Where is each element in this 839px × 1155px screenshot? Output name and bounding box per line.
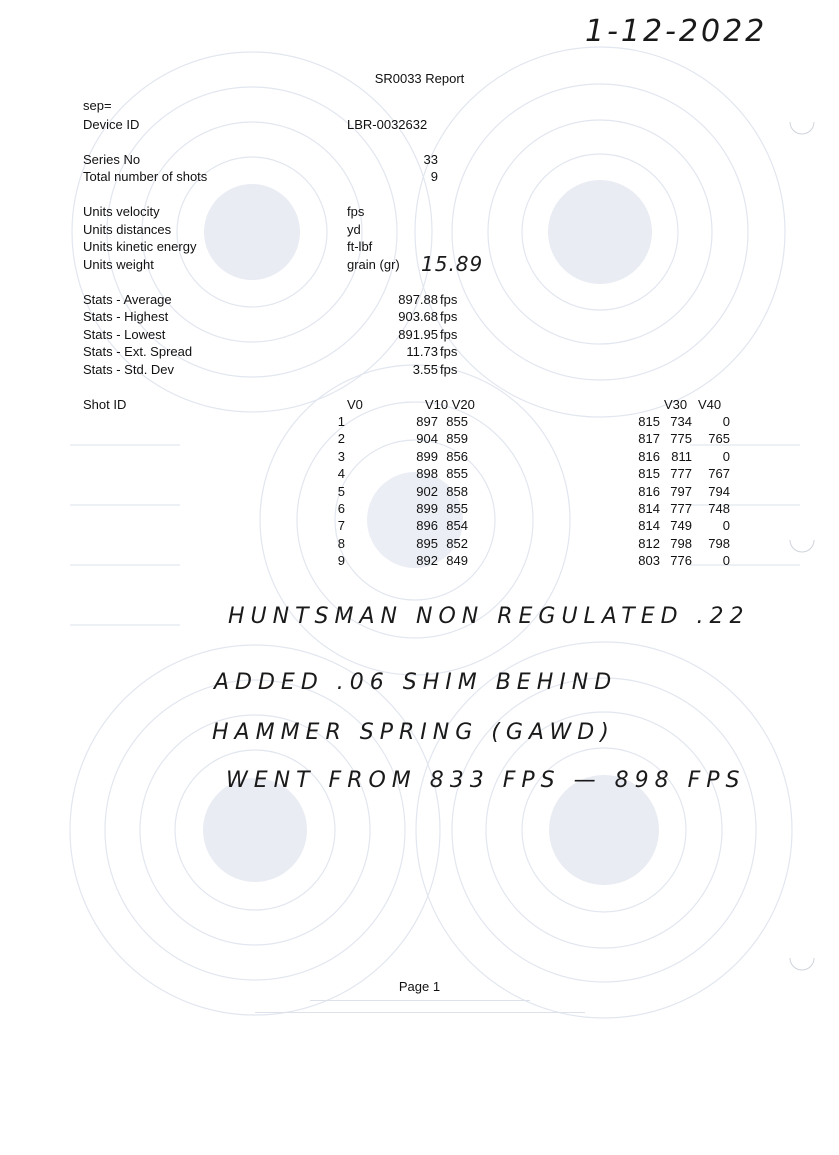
shot-cell-v40: 0 bbox=[722, 448, 730, 464]
shot-cell-v40: 794 bbox=[708, 483, 730, 499]
shot-cell-v10: 855 bbox=[446, 501, 468, 516]
shot-cell-v0: 898 bbox=[416, 466, 438, 482]
target-bottom-left bbox=[70, 645, 440, 1015]
shot-cell-v0: 902 bbox=[416, 483, 438, 499]
device-id-value: LBR-0032632 bbox=[347, 117, 428, 132]
shot-cell-v0: 895 bbox=[416, 535, 438, 551]
shot-cell-v20: 816 bbox=[638, 483, 660, 499]
stat-lowest-value: 891.95 bbox=[398, 327, 438, 342]
shot-cell-v40: 0 bbox=[722, 518, 730, 534]
shot-cell-v30: 734 bbox=[670, 414, 692, 429]
shot-cell-v0: 904 bbox=[416, 431, 438, 447]
binder-hole-top bbox=[790, 122, 814, 134]
shot-cell-v30: 776 bbox=[670, 553, 692, 569]
units-velocity-value: fps bbox=[347, 204, 365, 219]
shot-cell-v20: 812 bbox=[638, 535, 660, 551]
v0-header: V0 bbox=[347, 397, 363, 412]
binder-hole-middle bbox=[790, 540, 814, 552]
shot-cell-v30: 777 bbox=[670, 501, 692, 516]
shot-cell-v0: 899 bbox=[416, 448, 438, 464]
stat-ext-spread-label: Stats - Ext. Spread bbox=[83, 344, 193, 359]
stat-std-dev-value: 3.55 bbox=[412, 362, 438, 377]
stat-highest-unit: fps bbox=[440, 309, 458, 324]
units-distances-label: Units distances bbox=[83, 222, 172, 237]
faint-footer-rule-1 bbox=[310, 1000, 530, 1005]
handwritten-note-line-2: ADDED .06 SHIM BEHIND bbox=[214, 670, 618, 695]
shot-cell-v10: 854 bbox=[446, 518, 468, 534]
handwritten-note-line-1: HUNTSMAN NON REGULATED .22 bbox=[228, 604, 750, 629]
page-number: Page 1 bbox=[398, 979, 441, 994]
stat-ext-spread-value: 11.73 bbox=[406, 344, 438, 359]
shot-cell-v0: 896 bbox=[416, 518, 438, 534]
shot-cell-v30: 777 bbox=[670, 466, 692, 482]
faint-footer-rule-2 bbox=[255, 1012, 585, 1017]
shot-cell-v20: 817 bbox=[638, 431, 660, 447]
shot-cell-v10: 858 bbox=[446, 483, 468, 499]
shot-cell-id: 1 bbox=[337, 414, 345, 429]
shot-cell-v30: 797 bbox=[670, 483, 692, 499]
v30-header: V30 bbox=[664, 397, 688, 412]
total-shots-value: 9 bbox=[430, 169, 438, 184]
stat-average-label: Stats - Average bbox=[83, 292, 172, 307]
shot-cell-v20: 815 bbox=[638, 414, 660, 429]
shot-cell-id: 4 bbox=[337, 466, 345, 482]
shot-id-header: Shot ID bbox=[83, 397, 127, 412]
stat-std-dev-label: Stats - Std. Dev bbox=[83, 362, 175, 377]
shot-cell-v40: 767 bbox=[708, 466, 730, 482]
shot-cell-v40: 765 bbox=[708, 431, 730, 447]
shot-cell-id: 5 bbox=[337, 483, 345, 499]
units-distances-value: yd bbox=[347, 222, 361, 237]
shot-cell-v40: 748 bbox=[708, 501, 730, 516]
units-velocity-label: Units velocity bbox=[83, 204, 160, 219]
units-weight-value: grain (gr) bbox=[347, 257, 400, 272]
shot-cell-v0: 899 bbox=[416, 501, 438, 516]
report-title: SR0033 Report bbox=[374, 71, 465, 86]
shot-cell-id: 2 bbox=[337, 431, 345, 447]
shot-cell-v30: 798 bbox=[670, 535, 692, 551]
stat-average-value: 897.88 bbox=[398, 292, 438, 307]
stat-std-dev-unit: fps bbox=[440, 362, 458, 377]
sep-line: sep= bbox=[83, 98, 112, 113]
units-weight-label: Units weight bbox=[83, 257, 154, 272]
v40-header: V40 bbox=[698, 397, 722, 412]
shot-cell-v0: 892 bbox=[416, 553, 438, 569]
device-id-label: Device ID bbox=[83, 117, 140, 132]
series-no-value: 33 bbox=[423, 152, 438, 167]
series-no-label: Series No bbox=[83, 152, 141, 167]
shot-cell-v40: 0 bbox=[722, 553, 730, 569]
target-bottom-right bbox=[416, 642, 792, 1018]
shot-cell-v30: 775 bbox=[670, 431, 692, 447]
stat-ext-spread-unit: fps bbox=[440, 344, 458, 359]
shot-cell-v10: 859 bbox=[446, 431, 468, 447]
v10-v20-header: V10 V20 bbox=[425, 397, 475, 412]
shot-cell-id: 8 bbox=[337, 535, 345, 551]
shot-cell-v10: 855 bbox=[446, 466, 468, 482]
shot-cell-v30: 811 bbox=[671, 448, 692, 464]
shot-cell-v10: 852 bbox=[446, 535, 468, 551]
handwritten-pellet-weight: 15.89 bbox=[421, 252, 484, 276]
binder-hole-bottom bbox=[790, 958, 814, 970]
handwritten-date: 1-12-2022 bbox=[585, 14, 768, 49]
target-top-right bbox=[415, 47, 785, 417]
shot-cell-v30: 749 bbox=[670, 518, 692, 534]
shot-cell-id: 6 bbox=[337, 501, 345, 516]
units-kinetic-energy-value: ft-lbf bbox=[347, 239, 373, 254]
stat-lowest-unit: fps bbox=[440, 327, 458, 342]
handwritten-note-line-4: WENT FROM 833 FPS — 898 FPS bbox=[226, 768, 746, 793]
shot-cell-id: 3 bbox=[337, 448, 345, 464]
stat-lowest-label: Stats - Lowest bbox=[83, 327, 166, 342]
total-shots-label: Total number of shots bbox=[83, 169, 208, 184]
shot-cell-v40: 0 bbox=[722, 414, 730, 429]
handwritten-note-line-3: HAMMER SPRING (GAWD) bbox=[212, 720, 615, 745]
shot-cell-v20: 816 bbox=[638, 448, 660, 464]
shot-cell-v10: 855 bbox=[446, 414, 468, 429]
shot-cell-v20: 803 bbox=[638, 553, 660, 569]
stat-highest-value: 903.68 bbox=[398, 309, 438, 324]
shot-cell-v20: 815 bbox=[638, 466, 660, 482]
shot-cell-id: 7 bbox=[337, 518, 345, 534]
shot-cell-id: 9 bbox=[337, 553, 345, 569]
shot-cell-v20: 814 bbox=[638, 518, 660, 534]
stat-average-unit: fps bbox=[440, 292, 458, 307]
shot-cell-v40: 798 bbox=[708, 535, 730, 551]
shot-cell-v10: 856 bbox=[446, 448, 468, 464]
units-kinetic-energy-label: Units kinetic energy bbox=[83, 239, 197, 254]
shot-cell-v0: 897 bbox=[416, 414, 438, 429]
stat-highest-label: Stats - Highest bbox=[83, 309, 169, 324]
shot-cell-v10: 849 bbox=[446, 553, 468, 569]
shot-cell-v20: 814 bbox=[638, 501, 660, 516]
